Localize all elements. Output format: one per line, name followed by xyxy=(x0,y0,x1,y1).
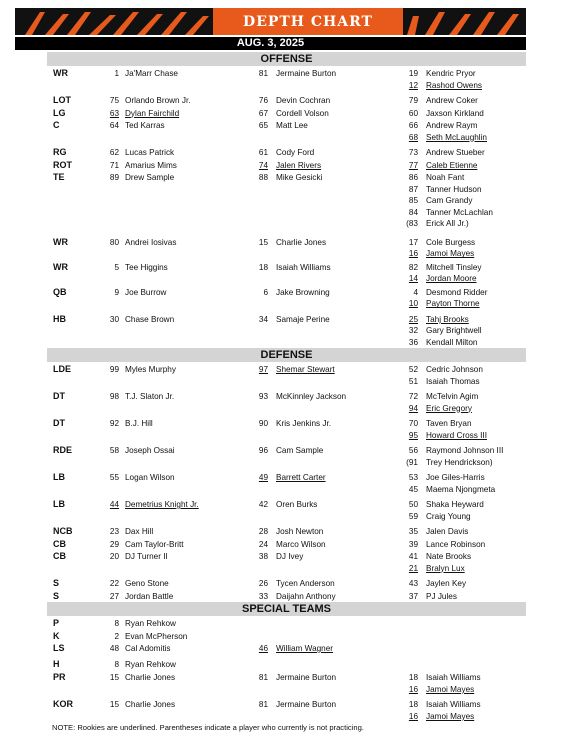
player-name-rookie: Payton Thorne xyxy=(426,299,480,309)
player-name-rookie: Tahj Brooks xyxy=(426,314,469,324)
player-name: Drew Sample xyxy=(125,173,175,182)
jersey-number: 8 xyxy=(114,619,119,628)
jersey-number: 98 xyxy=(109,392,119,401)
position-label: S xyxy=(53,590,60,601)
player-name: Oren Burks xyxy=(276,500,318,509)
jersey-number: 89 xyxy=(109,173,119,182)
jersey-number: 88 xyxy=(258,173,268,182)
jersey-number: 93 xyxy=(258,392,268,401)
jersey-number: 4 xyxy=(413,287,418,297)
jersey-number: 38 xyxy=(258,552,268,561)
position-label: CB xyxy=(53,538,66,549)
position-label: LB xyxy=(53,499,65,509)
player-name: Charlie Jones xyxy=(125,700,176,710)
jersey-number: 12 xyxy=(408,80,418,90)
player-name: Logan Wilson xyxy=(125,473,175,482)
jersey-number: 16 xyxy=(408,711,418,721)
jersey-number: 41 xyxy=(408,552,418,561)
player-name-rookie: Howard Cross III xyxy=(426,430,487,440)
jersey-number: 70 xyxy=(408,419,418,428)
player-name: Lucas Patrick xyxy=(125,148,175,157)
jersey-number: 5 xyxy=(114,262,119,272)
player-name: Cody Ford xyxy=(276,148,315,157)
jersey-number: 66 xyxy=(408,121,418,130)
jersey-number: 58 xyxy=(109,446,119,455)
jersey-number: 34 xyxy=(258,314,268,324)
jersey-number: 86 xyxy=(408,173,418,182)
player-name: Jaylen Key xyxy=(426,579,467,588)
jersey-number: 75 xyxy=(109,96,119,105)
player-name: Andrew Stueber xyxy=(426,148,485,157)
player-name: Isaiah Williams xyxy=(426,700,481,710)
jersey-number: 19 xyxy=(408,69,418,78)
jersey-number: 62 xyxy=(109,148,119,157)
player-name: McKinnley Jackson xyxy=(276,392,347,401)
jersey-number: 29 xyxy=(109,539,119,549)
position-label: NCB xyxy=(53,526,73,536)
player-name: Tycen Anderson xyxy=(276,579,335,588)
player-name-rookie: Barrett Carter xyxy=(276,473,326,482)
player-name: Jordan Battle xyxy=(125,591,174,601)
jersey-number: 43 xyxy=(408,579,418,588)
player-name: Jermaine Burton xyxy=(276,700,337,710)
jersey-number: 72 xyxy=(408,392,418,401)
player-name: Dax Hill xyxy=(125,527,154,536)
player-name-rookie: William Wagner xyxy=(276,644,334,653)
player-name: Erick All Jr.) xyxy=(426,219,469,228)
jersey-number: 51 xyxy=(408,376,418,386)
jersey-number: 99 xyxy=(109,365,119,374)
player-name: Joe Giles-Harris xyxy=(426,473,485,482)
jersey-number: 90 xyxy=(258,419,268,428)
jersey-number: 18 xyxy=(408,673,418,683)
player-name: Ryan Rehkow xyxy=(125,659,176,669)
jersey-number: 9 xyxy=(114,287,119,297)
jersey-number: 25 xyxy=(408,314,418,324)
position-label: TE xyxy=(53,172,65,182)
jersey-number: 21 xyxy=(408,563,418,573)
player-name: Cam Taylor-Britt xyxy=(125,539,184,549)
player-name: Daijahn Anthony xyxy=(276,591,336,601)
player-name: Jalen Davis xyxy=(426,527,469,536)
player-name: Matt Lee xyxy=(276,121,308,130)
jersey-number: 73 xyxy=(408,148,418,157)
player-name: Kendric Pryor xyxy=(426,69,476,78)
player-name: Tanner Hudson xyxy=(426,184,482,194)
player-name: Jake Browning xyxy=(276,287,330,297)
player-name: Desmond Ridder xyxy=(426,287,488,297)
jersey-number: 15 xyxy=(258,237,268,247)
jersey-number: 65 xyxy=(258,121,268,130)
jersey-number: 24 xyxy=(258,539,268,549)
jersey-number: 15 xyxy=(109,673,119,683)
position-label: C xyxy=(53,120,60,130)
player-name: Cal Adomitis xyxy=(125,644,171,653)
jersey-number: 35 xyxy=(408,527,418,536)
footnote: NOTE: Rookies are underlined. Parentheses indicate a player who currently is not practicing. xyxy=(52,723,364,732)
jersey-number: 81 xyxy=(258,700,268,710)
jersey-number: (83 xyxy=(406,219,418,228)
player-name: Mitchell Tinsley xyxy=(426,262,482,272)
player-name: Joe Burrow xyxy=(125,287,167,297)
jersey-number: 15 xyxy=(109,700,119,710)
position-label: HB xyxy=(53,313,66,324)
player-name: Samaje Perine xyxy=(276,314,330,324)
jersey-number: 74 xyxy=(258,160,268,170)
jersey-number: 77 xyxy=(408,160,418,170)
position-label: LB xyxy=(53,472,65,482)
jersey-number: 6 xyxy=(263,287,268,297)
position-label: RDE xyxy=(53,445,73,455)
player-name: Kendall Milton xyxy=(426,337,478,347)
jersey-number: 14 xyxy=(408,274,418,284)
jersey-number: 23 xyxy=(109,527,119,536)
jersey-number: 95 xyxy=(408,430,418,440)
player-name-rookie: Jamoi Mayes xyxy=(426,249,475,259)
jersey-number: 76 xyxy=(258,96,268,105)
position-label: LOT xyxy=(53,95,71,105)
jersey-number: 20 xyxy=(109,552,119,561)
player-name: Cam Grandy xyxy=(426,196,473,205)
player-name: Craig Young xyxy=(426,511,471,521)
player-name-rookie: Dylan Fairchild xyxy=(125,108,180,118)
jersey-number: 87 xyxy=(408,184,418,194)
player-name: Mike Gesicki xyxy=(276,173,323,182)
jersey-number: 82 xyxy=(408,262,418,272)
position-label: S xyxy=(53,578,60,588)
player-name: Jermaine Burton xyxy=(276,69,337,78)
jersey-number: 94 xyxy=(408,403,418,413)
position-label: ROT xyxy=(53,159,72,170)
player-name: Cordell Volson xyxy=(276,108,329,118)
jersey-number: (91 xyxy=(406,457,418,467)
player-name: Ted Karras xyxy=(125,121,165,130)
player-name: Andrei Iosivas xyxy=(125,237,177,247)
player-name: Devin Cochran xyxy=(276,96,331,105)
position-label: LDE xyxy=(53,364,71,374)
player-name-rookie: Caleb Etienne xyxy=(426,160,478,170)
player-name: Trey Hendrickson) xyxy=(426,457,493,467)
jersey-number: 22 xyxy=(109,579,119,588)
jersey-number: 63 xyxy=(109,108,119,118)
player-name-rookie: Jamoi Mayes xyxy=(426,684,475,694)
position-label: KOR xyxy=(53,699,73,710)
jersey-number: 96 xyxy=(258,446,268,455)
player-name: Tee Higgins xyxy=(125,262,168,272)
player-name-rookie: Jordan Moore xyxy=(426,274,477,284)
jersey-number: 37 xyxy=(408,591,418,601)
jersey-number: 49 xyxy=(258,473,268,482)
position-label: QB xyxy=(53,286,67,297)
jersey-number: 46 xyxy=(258,644,268,653)
jersey-number: 68 xyxy=(408,132,418,142)
jersey-number: 71 xyxy=(109,160,119,170)
jersey-number: 84 xyxy=(408,207,418,217)
player-name: Tanner McLachlan xyxy=(426,207,493,217)
player-name: Raymond Johnson III xyxy=(426,446,504,455)
jersey-number: 85 xyxy=(408,196,418,205)
player-name: Evan McPherson xyxy=(125,631,188,641)
jersey-number: 59 xyxy=(408,511,418,521)
player-name: McTelvin Agim xyxy=(426,392,479,401)
jersey-number: 64 xyxy=(109,121,119,130)
section-header-offense: OFFENSE xyxy=(47,52,526,66)
player-name: T.J. Slaton Jr. xyxy=(125,392,175,401)
player-name: Amarius Mims xyxy=(125,160,177,170)
date-bar: AUG. 3, 2025 xyxy=(15,37,526,50)
jersey-number: 27 xyxy=(109,591,119,601)
section-header-special-teams: SPECIAL TEAMS xyxy=(47,602,526,616)
player-name: Marco Wilson xyxy=(276,539,326,549)
title-box xyxy=(213,8,403,35)
position-label: WR xyxy=(53,68,68,78)
player-name: Isaiah Williams xyxy=(276,262,331,272)
position-label: PR xyxy=(53,672,66,683)
jersey-number: 16 xyxy=(408,684,418,694)
player-name-rookie: Eric Gregory xyxy=(426,403,472,413)
player-name: Joseph Ossai xyxy=(125,446,175,455)
jersey-number: 53 xyxy=(408,473,418,482)
player-name: Cedric Johnson xyxy=(426,365,483,374)
player-name: Ja'Marr Chase xyxy=(125,69,178,78)
player-name: Cole Burgess xyxy=(426,237,476,247)
jersey-number: 42 xyxy=(258,500,268,509)
jersey-number: 79 xyxy=(408,96,418,105)
player-name: Isaiah Thomas xyxy=(426,376,480,386)
position-label: WR xyxy=(53,261,68,272)
jersey-number: 2 xyxy=(114,631,119,641)
player-name: Chase Brown xyxy=(125,314,175,324)
jersey-number: 10 xyxy=(408,299,418,309)
jersey-number: 18 xyxy=(258,262,268,272)
player-name: DJ Turner II xyxy=(125,552,168,561)
jersey-number: 50 xyxy=(408,500,418,509)
position-label: CB xyxy=(53,551,66,561)
player-name: Cam Sample xyxy=(276,446,324,455)
jersey-number: 32 xyxy=(408,326,418,336)
player-name: B.J. Hill xyxy=(125,419,153,428)
jersey-number: 55 xyxy=(109,473,119,482)
position-label: P xyxy=(53,618,60,628)
player-name: Charlie Jones xyxy=(276,237,327,247)
jersey-number: 48 xyxy=(109,644,119,653)
player-name: Geno Stone xyxy=(125,579,169,588)
jersey-number: 44 xyxy=(109,500,119,509)
player-name: Taven Bryan xyxy=(426,419,472,428)
jersey-number: 92 xyxy=(109,419,119,428)
header-banner xyxy=(15,8,526,35)
player-name: Gary Brightwell xyxy=(426,326,482,336)
jersey-number: 26 xyxy=(258,579,268,588)
jersey-number: 18 xyxy=(408,700,418,710)
jersey-number: 97 xyxy=(258,365,268,374)
player-name: Kris Jenkins Jr. xyxy=(276,419,332,428)
player-name: PJ Jules xyxy=(426,591,457,601)
jersey-number: 33 xyxy=(258,591,268,601)
player-name-rookie: Demetrius Knight Jr. xyxy=(125,500,199,509)
player-name: Myles Murphy xyxy=(125,365,176,374)
player-name-rookie: Jamoi Mayes xyxy=(426,711,475,721)
jersey-number: 45 xyxy=(408,484,418,494)
position-label: DT xyxy=(53,418,65,428)
section-header-defense: DEFENSE xyxy=(47,348,526,362)
player-name: Andrew Coker xyxy=(426,96,478,105)
player-name: Josh Newton xyxy=(276,527,324,536)
jersey-number: 81 xyxy=(258,69,268,78)
jersey-number: 17 xyxy=(408,237,418,247)
jersey-number: 39 xyxy=(408,539,418,549)
jersey-number: 1 xyxy=(114,69,119,78)
player-name-rookie: Bralyn Lux xyxy=(426,563,465,573)
player-name-rookie: Shemar Stewart xyxy=(276,365,335,374)
jersey-number: 28 xyxy=(258,527,268,536)
position-label: RG xyxy=(53,147,67,157)
player-name: Orlando Brown Jr. xyxy=(125,96,191,105)
position-label: LG xyxy=(53,107,66,118)
jersey-number: 67 xyxy=(258,108,268,118)
jersey-number: 8 xyxy=(114,659,119,669)
position-label: K xyxy=(53,630,60,641)
jersey-number: 30 xyxy=(109,314,119,324)
jersey-number: 16 xyxy=(408,249,418,259)
player-name-rookie: Seth McLaughlin xyxy=(426,132,487,142)
jersey-number: 56 xyxy=(408,446,418,455)
position-label: LS xyxy=(53,643,65,653)
player-name: Andrew Raym xyxy=(426,121,478,130)
player-name: Jermaine Burton xyxy=(276,673,337,683)
player-name: Ryan Rehkow xyxy=(125,619,176,628)
player-name: Noah Fant xyxy=(426,173,465,182)
jersey-number: 36 xyxy=(408,337,418,347)
page-title: DEPTH CHART xyxy=(243,13,373,30)
player-name: Charlie Jones xyxy=(125,673,176,683)
jersey-number: 60 xyxy=(408,108,418,118)
player-name-rookie: Rashod Owens xyxy=(426,80,482,90)
player-name: Maema Njongmeta xyxy=(426,484,496,494)
position-label: H xyxy=(53,658,60,669)
position-label: WR xyxy=(53,236,68,247)
player-name: Lance Robinson xyxy=(426,539,486,549)
player-name: Isaiah Williams xyxy=(426,673,481,683)
jersey-number: 61 xyxy=(258,148,268,157)
jersey-number: 52 xyxy=(408,365,418,374)
player-name-rookie: Jalen Rivers xyxy=(276,160,322,170)
player-name: Jaxson Kirkland xyxy=(426,108,484,118)
player-name: Shaka Heyward xyxy=(426,500,484,509)
player-name: DJ Ivey xyxy=(276,552,304,561)
jersey-number: 80 xyxy=(109,237,119,247)
player-name: Nate Brooks xyxy=(426,552,472,561)
position-label: DT xyxy=(53,391,65,401)
jersey-number: 81 xyxy=(258,673,268,683)
